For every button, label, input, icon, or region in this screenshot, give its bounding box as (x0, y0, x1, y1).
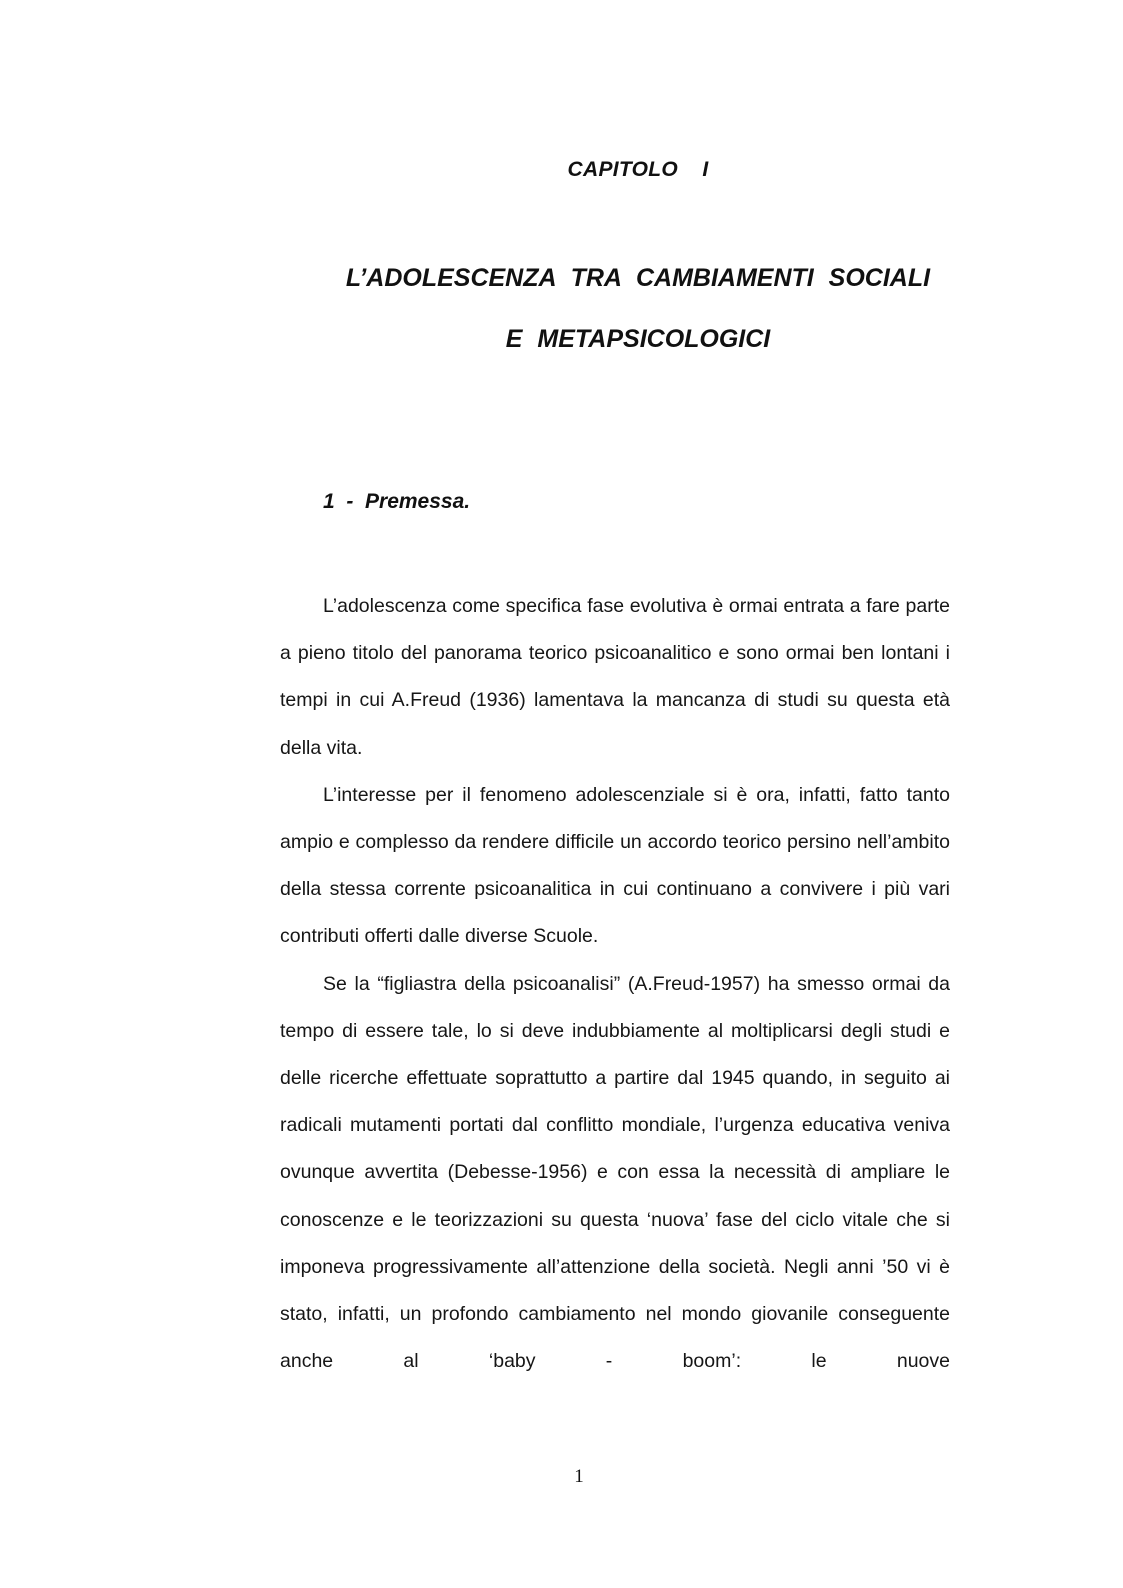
chapter-title-line-1: L’ADOLESCENZA TRA CAMBIAMENTI SOCIALI (345, 264, 931, 292)
chapter-label: CAPITOLO I (567, 158, 709, 181)
paragraph-3: Se la “figliastra della psicoanalisi” (A.Freud-1957) ha smesso ormai da tempo di essere tale, lo si deve indubbiamente al moltiplicarsi degli studi e delle ricerche effettuate soprattutto a partire dal 1945 quando, in seguito ai radicali mutamenti portati dal conflitto mondiale, l’urgenza educativa veniva ovunque avvertita (Debesse-1956) e con essa la necessità di ampliare le conoscenze e le teorizzazioni su questa ‘nuova’ fase del ciclo vitale che si imponeva progressivamente all’attenzione della società. Negli anni ’50 vi è stato, infatti, un profondo cambiamento nel mondo giovanile conseguente anche al ‘baby - boom’: le nuove (280, 972, 950, 1373)
chapter-title-line-2: E METAPSICOLOGICI (505, 325, 771, 353)
paragraph-2: L’interesse per il fenomeno adolescenziale si è ora, infatti, fatto tanto ampio e complesso da rendere difficile un accordo teorico persino nell’ambito della stessa corrente psicoanalitica in cui continuano a convivere i più vari contributi offerti dalle diverse Scuole. (280, 783, 950, 948)
section-heading: 1 - Premessa. (323, 490, 471, 513)
body-text (280, 583, 950, 1385)
paragraph-1: L’adolescenza come specifica fase evolutiva è ormai entrata a fare parte a pieno titolo del panorama teorico psicoanalitico e sono ormai ben lontani i tempi in cui A.Freud (1936) lamentava la mancanza di studi su questa età della vita. (280, 595, 950, 759)
page-number: 1 (574, 1466, 584, 1487)
